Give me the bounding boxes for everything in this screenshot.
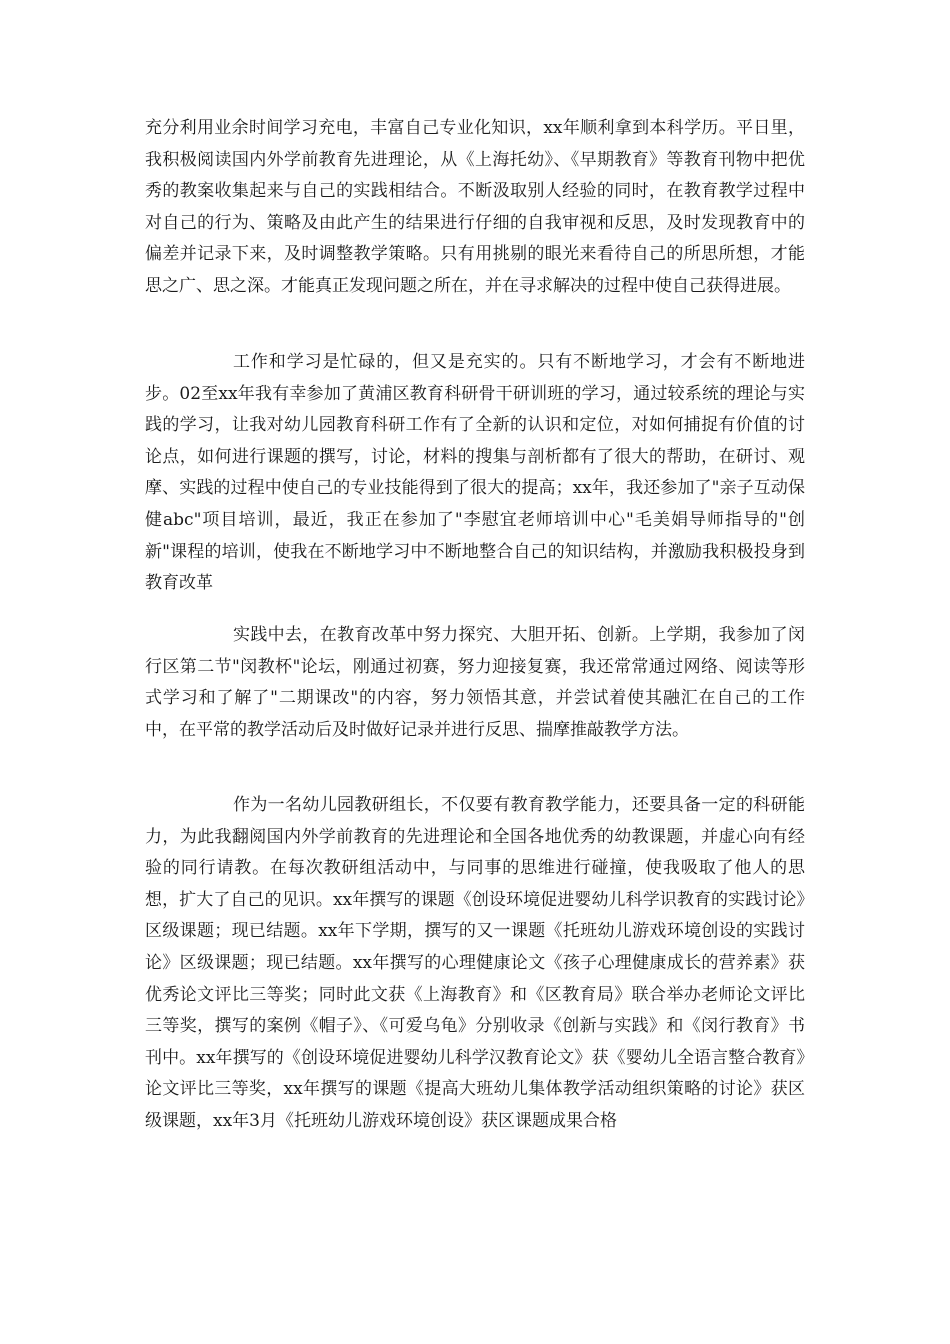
paragraph-3: 实践中去，在教育改革中努力探究、大胆开拓、创新。上学期，我参加了闵行区第二节"闵教杯"论坛，刚通过初赛，努力迎接复赛，我还常常通过网络、阅读等形式学习和了解了"二期课改"的内容，努力领悟其意，并尝试着使其融汇在自己的工作中，在平常的教学活动后及时做好记录并进行反思、揣摩推敲教学方法。 <box>145 625 805 740</box>
paragraph-4: 作为一名幼儿园教研组长，不仅要有教育教学能力，还要具备一定的科研能力，为此我翻阅国内外学前教育的先进理论和全国各地优秀的幼教课题，并虚心向有经验的同行请教。在每次教研组活动中，与同事的思维进行碰撞，使我吸取了他人的思想，扩大了自己的见识。xx年撰写的课题《创设环境促进婴幼儿科学识教育的实践讨论》区级课题；现已结题。xx年下学期，撰写的又一课题《托班幼儿游戏环境创设的实践讨论》区级课题；现已结题。xx年撰写的心理健康论文《孩子心理健康成长的营养素》获优秀论文评比三等奖；同时此文获《上海教育》和《区教育局》联合举办老师论文评比三等奖，撰写的案例《帽子》、《可爱乌龟》分别收录《创新与实践》和《闵行教育》书刊中。xx年撰写的《创设环境促进婴幼儿科学汉教育论文》获《婴幼儿全语言整合教育》论文评比三等奖，xx年撰写的课题《提高大班幼儿集体教学活动组织策略的讨论》获区级课题，xx年3月《托班幼儿游戏环境创设》获区课题成果合格 <box>145 795 805 1131</box>
paragraph-2: 工作和学习是忙碌的，但又是充实的。只有不断地学习，才会有不断地进步。02至xx年我有幸参加了黄浦区教育科研骨干研训班的学习，通过较系统的理论与实践的学习，让我对幼儿园教育科研工作有了全新的认识和定位，对如何捕捉有价值的讨论点，如何进行课题的撰写，讨论，材料的搜集与剖析都有了很大的帮助，在研讨、观摩、实践的过程中使自己的专业技能得到了很大的提高；xx年，我还参加了"亲子互动保健abc"项目培训，最近，我正在参加了"李慰宜老师培训中心"毛美娟导师指导的"创新"课程的培训，使我在不断地学习中不断地整合自己的知识结构，并激励我积极投身到教育改革 <box>145 352 805 594</box>
paragraph-1: 充分利用业余时间学习充电，丰富自己专业化知识，xx年顺利拿到本科学历。平日里，我积极阅读国内外学前教育先进理论，从《上海托幼》、《早期教育》等教育刊物中把优秀的教案收集起来与自己的实践相结合。不断汲取别人经验的同时，在教育教学过程中对自己的行为、策略及由此产生的结果进行仔细的自我审视和反思，及时发现教育中的偏差并记录下来，及时调整教学策略。只有用挑剔的眼光来看待自己的所思所想，才能思之广、思之深。才能真正发现问题之所在，并在寻求解决的过程中使自己获得进展。 <box>145 118 805 296</box>
